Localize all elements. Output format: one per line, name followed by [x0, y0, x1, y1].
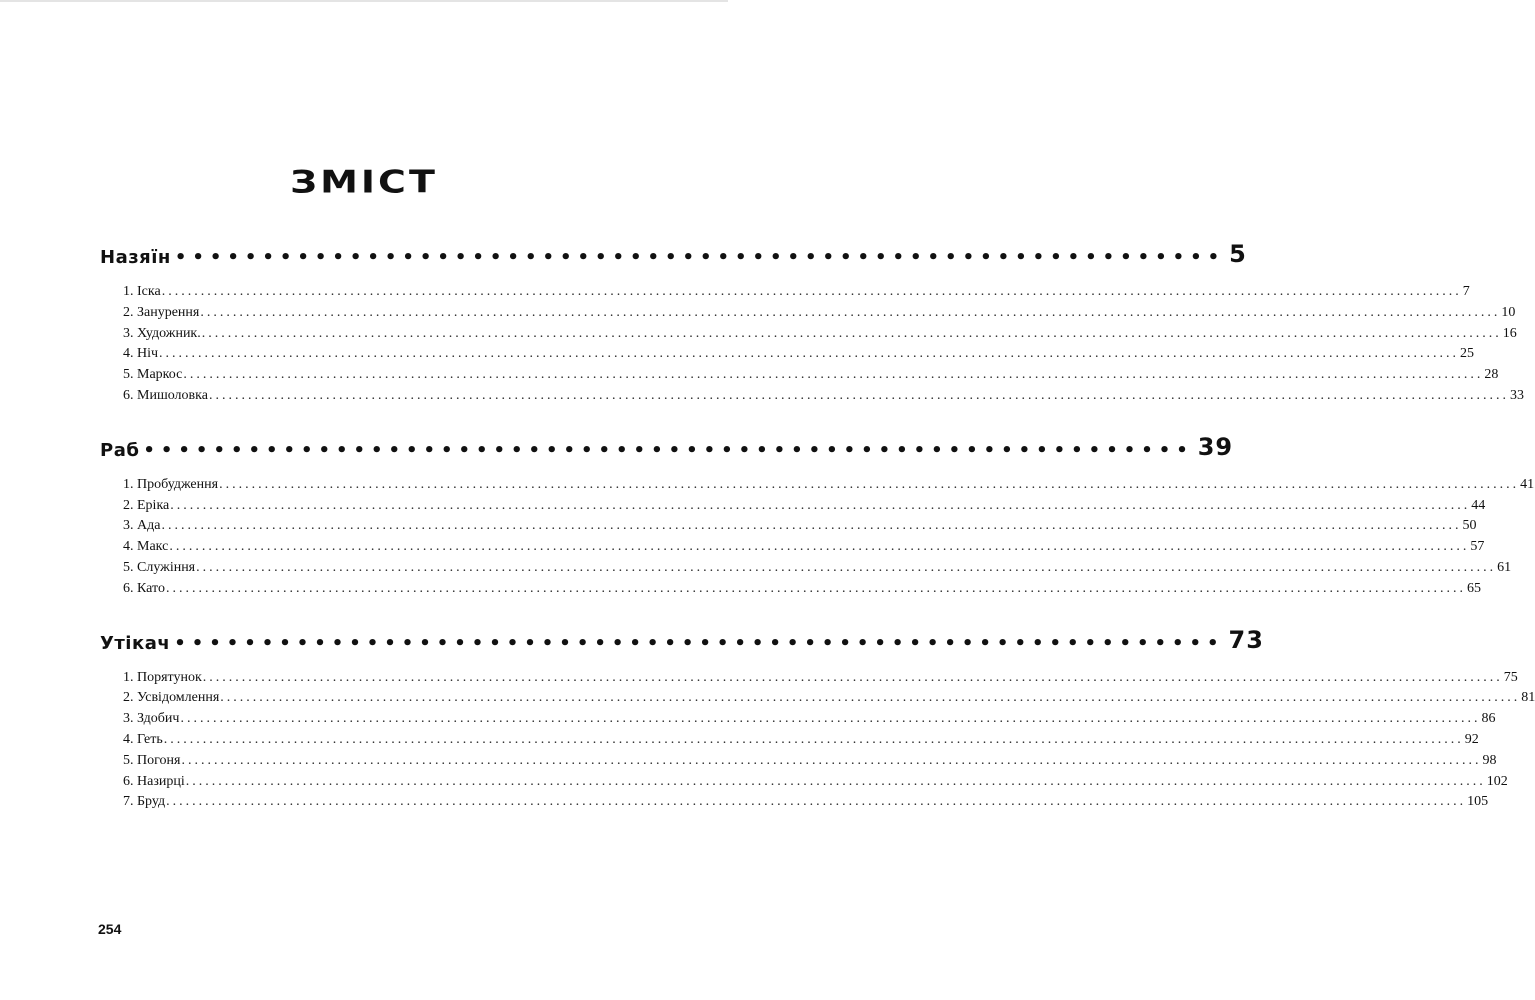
chapter-entry — [123, 730, 1479, 751]
chapter-page-number: 25 — [1460, 346, 1475, 362]
dot-leader: ........................................................................................................................................................................................................ — [181, 752, 1482, 768]
chapter-title: 6. Назирці — [123, 773, 185, 789]
chapter-page-number: 98 — [1482, 752, 1497, 768]
chapter-page-number: 92 — [1464, 731, 1479, 747]
dot-leader: ........................................................................................................................................................................................................ — [180, 711, 1481, 727]
dot-leader: ........................................................................................................................................................................................................ — [165, 580, 1466, 596]
dot-leader: ........................................................................................................................................................................................................ — [161, 284, 1462, 299]
dot-leader: ........................................................................................................................................................................................................ — [220, 690, 1521, 706]
chapter-title: 4. Геть — [123, 731, 163, 747]
dot-leader: ........................................................................................................................................................................................................ — [185, 773, 1486, 789]
chapter-title: 1. Іска — [123, 284, 161, 299]
chapter-entry — [123, 688, 1535, 709]
section-title: Назяїн — [100, 247, 171, 268]
chapter-page-number: 75 — [1503, 669, 1518, 685]
chapter-title: 5. Погоня — [123, 752, 181, 768]
section-heading — [100, 624, 1264, 654]
page-number: 254 — [98, 921, 122, 937]
chapter-entry — [123, 668, 1518, 689]
page-title: ЗМІСТ — [290, 163, 438, 201]
section-title: Утікач — [100, 632, 171, 654]
chapter-page-number: 57 — [1470, 539, 1485, 555]
chapter-title: 5. Служіння — [123, 559, 196, 575]
section-title: Раб — [100, 439, 140, 461]
chapter-page-number: 10 — [1501, 304, 1516, 320]
chapter-title: 5. Маркос — [123, 367, 183, 383]
chapter-page-number: 102 — [1486, 773, 1508, 789]
chapter-entry — [123, 709, 1496, 730]
dot-leader: ........................................................................................................................................................................................................ — [200, 304, 1501, 320]
dot-leader: ........................................................................................................................................................................................................ — [202, 669, 1503, 685]
chapter-entry — [123, 475, 1535, 496]
chapter-title: 2. Усвідомлення — [123, 690, 220, 706]
dot-leader: ........................................................................................................................................................................................................ — [161, 518, 1462, 534]
chapter-page-number: 16 — [1502, 325, 1517, 341]
chapter-page-number: 86 — [1481, 711, 1496, 727]
dot-leader: ........................................................................................................................................................................................................ — [166, 794, 1467, 810]
chapter-title: 3. Ада — [123, 518, 161, 534]
chapter-title: 2. Еріка — [123, 497, 170, 513]
chapter-page-number: 105 — [1467, 794, 1489, 810]
chapter-page-number: 61 — [1497, 559, 1512, 575]
chapter-entry — [123, 496, 1486, 517]
chapter-title: 4. Ніч — [123, 346, 159, 362]
chapter-page-number: 7 — [1462, 284, 1470, 299]
chapter-page-number: 81 — [1521, 690, 1535, 706]
dot-leader: ........................................................................................................................................................................................................ — [163, 731, 1464, 747]
section-page-number: 5 — [1229, 240, 1247, 268]
chapter-page-number: 65 — [1466, 580, 1481, 596]
dot-leader: ........................................................................................................................................................................................................ — [170, 497, 1471, 513]
chapter-entry — [123, 516, 1477, 537]
chapter-title: 6. Като — [123, 580, 165, 596]
chapter-entry — [123, 579, 1481, 600]
chapter-title: 3. Художник. — [123, 325, 201, 341]
toc-section — [100, 238, 1524, 407]
chapter-list — [100, 668, 1535, 814]
toc-section — [100, 431, 1535, 600]
chapter-title: 4. Макс — [123, 539, 169, 555]
dot-leader: ........................................................................................................................................................................................................ — [183, 367, 1484, 383]
chapter-entry — [123, 772, 1508, 793]
chapter-entry — [123, 282, 1470, 303]
dot-leader: •••••••••••••••••••••••••••••••••••••••••••••••••••••••••••• — [174, 632, 1225, 654]
chapter-title: 6. Мишоловка — [123, 387, 208, 403]
dot-leader: ........................................................................................................................................................................................................ — [169, 539, 1470, 555]
chapter-page-number: 50 — [1462, 518, 1477, 534]
chapter-entry — [123, 344, 1475, 365]
chapter-entry — [123, 365, 1499, 386]
chapter-entry — [123, 324, 1517, 345]
chapter-title: 7. Бруд — [123, 794, 166, 810]
section-page-number: 39 — [1197, 432, 1234, 461]
dot-leader: •••••••••••••••••••••••••••••••••••••••••••••••••••••••••••• — [174, 247, 1226, 268]
chapter-title: 1. Порятунок — [123, 669, 202, 685]
chapter-entry — [123, 792, 1489, 813]
chapter-title: 2. Занурення — [123, 304, 200, 320]
section-page-number: 73 — [1228, 625, 1264, 654]
chapter-entry — [123, 751, 1497, 772]
toc-section — [100, 624, 1535, 814]
top-rule — [0, 0, 728, 2]
chapter-entry — [123, 558, 1512, 579]
chapter-list — [100, 475, 1535, 600]
dot-leader: ........................................................................................................................................................................................................ — [201, 325, 1502, 341]
chapter-page-number: 44 — [1471, 497, 1486, 513]
section-heading — [100, 431, 1234, 461]
dot-leader: ........................................................................................................................................................................................................ — [208, 387, 1509, 403]
dot-leader: ........................................................................................................................................................................................................ — [219, 476, 1520, 492]
dot-leader: •••••••••••••••••••••••••••••••••••••••••••••••••••••••••••• — [143, 439, 1194, 461]
dot-leader: ........................................................................................................................................................................................................ — [159, 346, 1460, 362]
chapter-title: 1. Пробудження — [123, 476, 219, 492]
chapter-list — [100, 282, 1524, 407]
chapter-page-number: 41 — [1520, 476, 1535, 492]
dot-leader: ........................................................................................................................................................................................................ — [196, 559, 1497, 575]
chapter-entry — [123, 386, 1524, 407]
chapter-title: 3. Здобич — [123, 711, 180, 727]
chapter-entry — [123, 303, 1516, 324]
chapter-page-number: 28 — [1484, 367, 1499, 383]
section-heading — [100, 238, 1247, 268]
chapter-entry — [123, 537, 1485, 558]
chapter-page-number: 33 — [1509, 387, 1524, 403]
table-of-contents — [100, 238, 1535, 837]
